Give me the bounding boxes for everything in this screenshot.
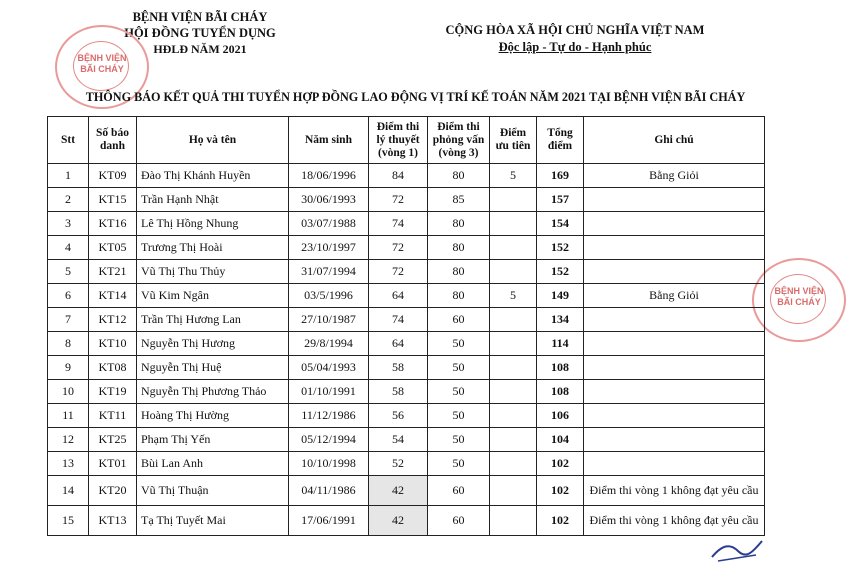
cell-total: 102	[537, 476, 584, 506]
table-row	[48, 404, 765, 428]
committee-year: HĐLĐ NĂM 2021	[153, 42, 247, 56]
cell-note	[584, 212, 765, 236]
cell-dob: 03/5/1996	[289, 284, 369, 308]
cell-dob: 03/07/1988	[289, 212, 369, 236]
cell-priority: 5	[490, 164, 537, 188]
cell-dob: 27/10/1987	[289, 308, 369, 332]
cell-note: Điểm thi vòng 1 không đạt yêu cầu	[584, 476, 765, 506]
header-priority: Điểm ưu tiên	[490, 117, 537, 164]
cell-name: Bùi Lan Anh	[137, 452, 289, 476]
cell-theory: 64	[369, 332, 428, 356]
cell-dob: 31/07/1994	[289, 260, 369, 284]
header-theory: Điểm thi lý thuyết (vòng 1)	[369, 117, 428, 164]
cell-theory: 72	[369, 236, 428, 260]
cell-code: KT13	[89, 506, 137, 536]
cell-dob: 10/10/1998	[289, 452, 369, 476]
cell-theory: 84	[369, 164, 428, 188]
cell-priority	[490, 506, 537, 536]
motto	[410, 40, 740, 55]
document-title: THÔNG BÁO KẾT QUẢ THI TUYỂN HỢP ĐỒNG LAO ĐỘNG VỊ TRÍ KẾ TOÁN NĂM 2021 TẠI BỆNH VIỆN BÃI CHÁY	[85, 90, 746, 104]
cell-code: KT11	[89, 404, 137, 428]
cell-code: KT20	[89, 476, 137, 506]
committee-name: HỘI ĐỒNG TUYỂN DỤNG	[124, 26, 276, 40]
table-row	[48, 212, 765, 236]
cell-total: 169	[537, 164, 584, 188]
table-row	[48, 380, 765, 404]
cell-stt: 14	[48, 476, 89, 506]
cell-code: KT21	[89, 260, 137, 284]
table-row	[48, 476, 765, 506]
header-note: Ghi chú	[584, 117, 765, 164]
cell-stt: 3	[48, 212, 89, 236]
cell-name: Vũ Thị Thu Thủy	[137, 260, 289, 284]
cell-total: 134	[537, 308, 584, 332]
cell-interview: 60	[428, 506, 490, 536]
cell-note	[584, 428, 765, 452]
stamp-text-bottom: BÃI CHÁY	[80, 64, 124, 74]
cell-theory: 72	[369, 260, 428, 284]
cell-note: Bằng Giỏi	[584, 164, 765, 188]
cell-code: KT15	[89, 188, 137, 212]
cell-stt: 6	[48, 284, 89, 308]
cell-stt: 8	[48, 332, 89, 356]
cell-stt: 5	[48, 260, 89, 284]
cell-priority	[490, 380, 537, 404]
table-row	[48, 164, 765, 188]
header-stt: Stt	[48, 117, 89, 164]
cell-theory: 42	[369, 476, 428, 506]
cell-stt: 7	[48, 308, 89, 332]
cell-interview: 85	[428, 188, 490, 212]
cell-stt: 4	[48, 236, 89, 260]
cell-priority	[490, 356, 537, 380]
cell-note	[584, 332, 765, 356]
cell-name: Trương Thị Hoài	[137, 236, 289, 260]
cell-interview: 50	[428, 332, 490, 356]
cell-note	[584, 260, 765, 284]
cell-total: 106	[537, 404, 584, 428]
cell-name: Lê Thị Hồng Nhung	[137, 212, 289, 236]
cell-name: Tạ Thị Tuyết Mai	[137, 506, 289, 536]
cell-theory: 64	[369, 284, 428, 308]
cell-dob: 05/12/1994	[289, 428, 369, 452]
cell-total: 102	[537, 506, 584, 536]
cell-code: KT09	[89, 164, 137, 188]
header-code: Số báo danh	[89, 117, 137, 164]
table-row	[48, 506, 765, 536]
cell-theory: 52	[369, 452, 428, 476]
cell-code: KT19	[89, 380, 137, 404]
cell-dob: 17/06/1991	[289, 506, 369, 536]
stamp-text-bottom: BÃI CHÁY	[777, 297, 821, 307]
cell-total: 152	[537, 236, 584, 260]
cell-code: KT08	[89, 356, 137, 380]
cell-priority	[490, 428, 537, 452]
cell-code: KT05	[89, 236, 137, 260]
cell-name: Đào Thị Khánh Huyền	[137, 164, 289, 188]
cell-stt: 15	[48, 506, 89, 536]
table-row	[48, 356, 765, 380]
cell-interview: 80	[428, 284, 490, 308]
cell-stt: 13	[48, 452, 89, 476]
cell-code: KT16	[89, 212, 137, 236]
cell-note	[584, 404, 765, 428]
cell-stt: 9	[48, 356, 89, 380]
header-interview: Điểm thi phỏng vấn (vòng 3)	[428, 117, 490, 164]
table-row	[48, 284, 765, 308]
cell-name: Phạm Thị Yến	[137, 428, 289, 452]
table-row	[48, 428, 765, 452]
cell-name: Hoàng Thị Hường	[137, 404, 289, 428]
cell-interview: 80	[428, 260, 490, 284]
cell-note	[584, 236, 765, 260]
cell-dob: 29/8/1994	[289, 332, 369, 356]
cell-note	[584, 188, 765, 212]
table-row	[48, 188, 765, 212]
table-row	[48, 308, 765, 332]
cell-priority	[490, 476, 537, 506]
cell-stt: 12	[48, 428, 89, 452]
cell-dob: 30/06/1993	[289, 188, 369, 212]
cell-total: 114	[537, 332, 584, 356]
cell-interview: 60	[428, 476, 490, 506]
cell-name: Nguyễn Thị Phương Thảo	[137, 380, 289, 404]
cell-interview: 50	[428, 452, 490, 476]
cell-dob: 23/10/1997	[289, 236, 369, 260]
cell-priority	[490, 332, 537, 356]
cell-note	[584, 308, 765, 332]
cell-code: KT25	[89, 428, 137, 452]
cell-priority	[490, 404, 537, 428]
cell-theory: 42	[369, 506, 428, 536]
cell-note	[584, 356, 765, 380]
cell-priority	[490, 236, 537, 260]
cell-theory: 72	[369, 188, 428, 212]
cell-interview: 50	[428, 356, 490, 380]
cell-priority	[490, 260, 537, 284]
cell-note	[584, 380, 765, 404]
cell-interview: 80	[428, 212, 490, 236]
cell-total: 102	[537, 452, 584, 476]
cell-interview: 50	[428, 404, 490, 428]
cell-priority	[490, 212, 537, 236]
cell-interview: 50	[428, 428, 490, 452]
cell-name: Nguyễn Thị Hương	[137, 332, 289, 356]
results-table	[47, 116, 765, 536]
cell-note	[584, 452, 765, 476]
cell-dob: 18/06/1996	[289, 164, 369, 188]
table-row	[48, 452, 765, 476]
hospital-name: BỆNH VIỆN BÃI CHÁY	[132, 10, 268, 24]
cell-stt: 11	[48, 404, 89, 428]
cell-interview: 50	[428, 380, 490, 404]
cell-stt: 10	[48, 380, 89, 404]
cell-code: KT10	[89, 332, 137, 356]
header-dob: Năm sinh	[289, 117, 369, 164]
cell-total: 108	[537, 356, 584, 380]
cell-priority: 5	[490, 284, 537, 308]
cell-note: Bằng Giỏi	[584, 284, 765, 308]
table-header-row	[48, 117, 765, 164]
cell-interview: 80	[428, 164, 490, 188]
motto-text: Độc lập - Tự do - Hạnh phúc	[498, 40, 652, 54]
cell-total: 108	[537, 380, 584, 404]
cell-code: KT01	[89, 452, 137, 476]
cell-stt: 1	[48, 164, 89, 188]
cell-total: 104	[537, 428, 584, 452]
cell-stt: 2	[48, 188, 89, 212]
cell-priority	[490, 188, 537, 212]
cell-priority	[490, 452, 537, 476]
cell-theory: 54	[369, 428, 428, 452]
stamp-text-top: BỆNH VIỆN	[774, 286, 824, 296]
cell-theory: 58	[369, 356, 428, 380]
header-name: Họ và tên	[137, 117, 289, 164]
cell-name: Vũ Thị Thuận	[137, 476, 289, 506]
cell-name: Nguyễn Thị Huệ	[137, 356, 289, 380]
cell-total: 152	[537, 260, 584, 284]
cell-theory: 58	[369, 380, 428, 404]
cell-total: 149	[537, 284, 584, 308]
cell-name: Trần Thị Hương Lan	[137, 308, 289, 332]
cell-theory: 56	[369, 404, 428, 428]
cell-code: KT12	[89, 308, 137, 332]
cell-dob: 04/11/1986	[289, 476, 369, 506]
cell-dob: 01/10/1991	[289, 380, 369, 404]
official-stamp-right	[752, 258, 846, 342]
cell-theory: 74	[369, 212, 428, 236]
stamp-text-top: BỆNH VIỆN	[77, 53, 127, 63]
cell-code: KT14	[89, 284, 137, 308]
table-row	[48, 332, 765, 356]
cell-dob: 05/04/1993	[289, 356, 369, 380]
signature-mark	[708, 535, 768, 565]
cell-name: Vũ Kim Ngân	[137, 284, 289, 308]
cell-name: Trần Hạnh Nhật	[137, 188, 289, 212]
country-name: CỘNG HÒA XÃ HỘI CHỦ NGHĨA VIỆT NAM	[445, 23, 705, 37]
table-row	[48, 236, 765, 260]
cell-total: 157	[537, 188, 584, 212]
cell-note: Điểm thi vòng 1 không đạt yêu cầu	[584, 506, 765, 536]
cell-interview: 80	[428, 236, 490, 260]
cell-priority	[490, 308, 537, 332]
table-row	[48, 260, 765, 284]
cell-interview: 60	[428, 308, 490, 332]
cell-dob: 11/12/1986	[289, 404, 369, 428]
cell-theory: 74	[369, 308, 428, 332]
header-total: Tổng điểm	[537, 117, 584, 164]
cell-total: 154	[537, 212, 584, 236]
